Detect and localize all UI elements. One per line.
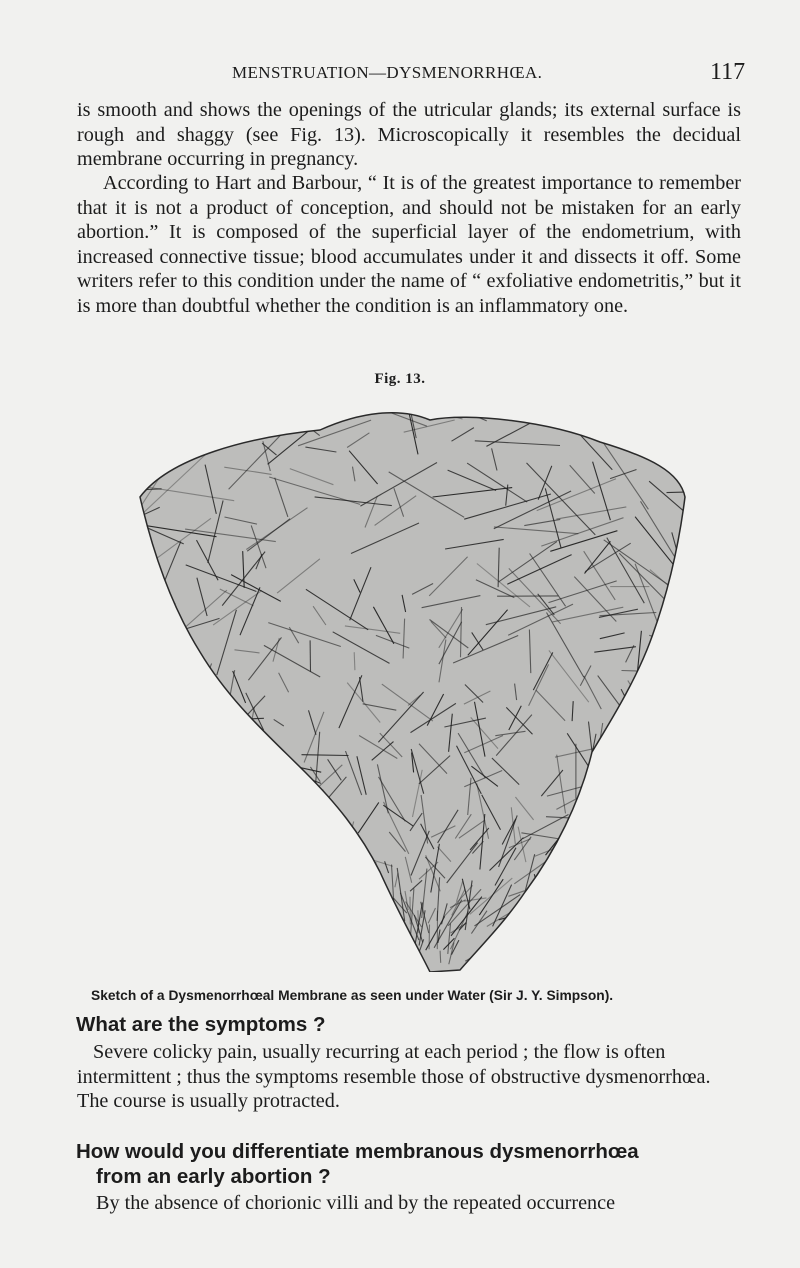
hatch-stroke [588,779,638,801]
hatch-stroke [271,795,274,823]
hatch-stroke [130,844,146,864]
hatch-stroke [264,750,269,791]
hatch-stroke [600,831,624,879]
figure-label: Fig. 13. [374,371,426,387]
hatch-stroke [676,906,691,915]
hatch-stroke [535,887,562,895]
hatch-stroke [563,837,581,854]
hatch-stroke [145,848,194,861]
hatch-stroke [219,831,229,881]
body-paragraph-1: is smooth and shows the openings of the utricular glands; its external surface is rough and shaggy (see Fig. 13). Microscopically it resembles the decidual membrane occurring in pregnancy. [77,99,741,171]
hatch-stroke [147,919,155,930]
hatch-stroke [190,796,203,812]
hatch-stroke [560,874,573,916]
hatch-stroke [678,757,690,773]
hatch-stroke [247,741,262,749]
hatch-stroke [130,521,133,528]
hatch-stroke [593,759,594,794]
hatch-stroke [160,670,183,696]
hatch-stroke [316,901,342,903]
hatch-stroke [408,944,412,955]
hatch-stroke [677,828,678,886]
hatch-stroke [190,965,204,972]
hatch-stroke [339,964,368,966]
figure-caption: Sketch of a Dysmenorrhœal Membrane as seen under Water (Sir J. Y. Simpson). [91,988,614,1003]
hatch-stroke [648,835,667,895]
hatch-stroke [627,969,678,972]
hatch-stroke [332,903,359,926]
hatch-stroke [542,960,561,972]
hatch-stroke [231,965,284,972]
hatch-stroke [152,821,162,884]
hatch-stroke [365,914,381,956]
hatch-stroke [254,949,284,965]
hatch-stroke [679,765,690,772]
hatch-stroke [292,854,295,892]
hatch-stroke [377,929,399,966]
hatch-stroke [633,919,656,943]
answer-paragraph-2: By the absence of chorionic villi and by the repeated occurrence [96,1192,616,1214]
hatch-stroke [681,794,690,817]
hatch-stroke [130,603,175,628]
hatch-stroke [194,770,231,780]
hatch-stroke [340,826,344,853]
hatch-stroke [676,597,690,671]
hatch-stroke [240,771,297,791]
hatch-stroke [168,904,172,928]
running-head: MENSTRUATION—DYSMENORRHŒA. [232,63,543,82]
hatch-stroke [621,689,648,742]
hatch-stroke [429,402,437,409]
hatch-stroke [514,922,537,923]
hatch-stroke [532,950,559,969]
hatch-stroke [674,754,679,783]
hatch-stroke [198,804,233,815]
hatch-stroke [618,819,642,825]
hatch-stroke [299,939,336,946]
hatch-stroke [493,925,530,961]
hatch-stroke [304,955,311,968]
hatch-stroke [244,961,260,965]
hatch-stroke [327,402,366,415]
hatch-stroke [283,916,319,947]
hatch-stroke [597,890,643,898]
hatch-stroke [329,923,362,966]
hatch-stroke [226,857,260,875]
question-2-line-2: from an early abortion ? [96,1165,331,1188]
hatch-stroke [346,858,377,863]
hatch-stroke [610,771,644,781]
hatch-stroke [318,821,320,840]
hatch-stroke [145,916,167,920]
hatch-stroke [163,756,183,769]
hatch-stroke [556,846,584,879]
hatch-stroke [194,917,231,935]
hatch-stroke [130,628,158,656]
hatch-stroke [336,904,338,934]
hatch-stroke [285,944,301,947]
hatch-stroke [130,771,162,790]
page-header [0,59,800,93]
hatch-stroke [686,581,690,584]
hatch-stroke [225,873,261,886]
hatch-stroke [352,918,353,934]
hatch-stroke [265,929,317,940]
hatch-stroke [636,783,646,797]
hatch-stroke [130,845,151,870]
hatch-stroke [130,936,157,944]
hatch-stroke [181,929,227,938]
hatch-stroke [130,678,147,684]
hatch-stroke [178,764,241,775]
hatch-stroke [234,762,270,780]
hatch-stroke [593,894,597,909]
hatch-stroke [278,945,291,966]
question-2-line-1: How would you differentiate membranous dysmenorrhœa [76,1140,639,1163]
hatch-stroke [587,768,632,772]
hatch-stroke [130,833,142,871]
hatch-stroke [161,963,190,968]
hatch-stroke [546,864,574,906]
hatch-stroke [130,859,136,883]
hatch-stroke [130,723,152,761]
question-heading-2 [76,1139,756,1189]
hatch-stroke [278,945,311,953]
hatch-stroke [135,689,139,740]
hatch-stroke [248,866,273,907]
hatch-stroke [574,868,582,894]
hatch-stroke [148,592,169,672]
hatch-stroke [181,712,185,780]
hatch-stroke [136,936,180,973]
hatch-stroke [143,723,176,741]
hatch-stroke [212,932,236,948]
hatch-stroke [682,723,690,748]
hatch-stroke [249,935,292,952]
hatch-stroke [369,909,396,956]
hatch-stroke [553,932,588,946]
hatch-stroke [675,856,681,898]
hatch-stroke [363,926,397,967]
hatch-stroke [152,875,154,900]
hatch-stroke [570,844,582,882]
hatch-stroke [230,774,257,800]
hatch-stroke [215,832,258,837]
hatch-stroke [271,937,309,956]
hatch-stroke [639,826,689,828]
hatch-stroke [262,902,290,945]
hatch-stroke [309,952,350,973]
hatch-stroke [330,970,356,972]
hatch-stroke [684,586,690,664]
hatch-stroke [595,782,603,826]
hatch-stroke [184,748,237,762]
hatch-stroke [147,922,170,964]
hatch-stroke [130,805,149,842]
hatch-stroke [190,850,244,862]
question-heading-1: What are the symptoms ? [76,1013,326,1036]
hatch-stroke [652,746,686,760]
hatch-stroke [495,950,501,960]
membrane-engraving [130,402,690,972]
hatch-stroke [130,733,151,772]
hatch-stroke [547,918,585,956]
hatch-stroke [133,678,200,691]
hatch-stroke [238,929,279,960]
hatch-stroke [649,635,690,647]
hatch-stroke [653,863,690,899]
hatch-stroke [602,914,626,935]
hatch-stroke [325,894,343,901]
membrane-illustration [130,402,690,972]
hatch-stroke [146,826,193,837]
hatch-stroke [354,936,385,969]
hatch-stroke [286,924,322,959]
hatch-stroke [315,891,344,925]
hatch-stroke [343,921,364,928]
hatch-stroke [204,664,212,685]
hatch-stroke [394,932,406,942]
hatch-stroke [130,919,135,959]
hatch-stroke [233,773,248,821]
hatch-stroke [348,914,380,941]
hatch-stroke [130,781,152,805]
hatch-stroke [193,923,217,945]
hatch-stroke [287,942,306,970]
hatch-stroke [622,892,653,939]
hatch-stroke [386,929,391,946]
hatch-stroke [543,932,565,937]
hatch-stroke [664,694,690,704]
hatch-stroke [130,662,138,743]
hatch-stroke [685,569,690,588]
hatch-stroke [208,961,239,969]
hatch-stroke [354,652,355,670]
hatch-stroke [183,831,215,860]
hatch-stroke [332,869,369,890]
hatch-stroke [288,871,315,917]
hatch-stroke [681,766,690,781]
hatch-stroke [509,965,530,972]
hatch-stroke [588,807,609,841]
hatch-stroke [252,904,289,948]
hatch-stroke [240,933,278,941]
hatch-stroke [364,891,387,917]
hatch-stroke [631,899,690,913]
hatch-stroke [141,774,204,780]
hatch-stroke [578,891,589,915]
hatch-stroke [628,681,645,709]
hatch-stroke [380,944,395,971]
hatch-stroke [586,852,636,856]
hatch-stroke [554,844,615,857]
hatch-stroke [260,752,269,778]
hatch-stroke [643,853,649,889]
hatch-stroke [276,891,322,895]
hatch-stroke [352,869,374,888]
hatch-stroke [260,902,302,928]
hatch-stroke [587,860,592,884]
hatch-stroke [292,891,296,924]
hatch-stroke [269,835,316,836]
hatch-stroke [200,804,216,821]
hatch-stroke [293,941,313,942]
hatch-stroke [281,934,313,965]
hatch-stroke [240,816,281,827]
hatch-stroke [130,908,141,944]
hatch-stroke [353,953,387,972]
hatch-stroke [619,807,623,862]
hatch-stroke [134,657,175,718]
hatch-stroke [342,846,353,869]
hatch-stroke [270,772,276,806]
body-paragraph-2: According to Hart and Barbour, “ It is of the greatest importance to remember that it is not a product of conception, and should not be mistaken for an early abortion.” It is composed of the superficial layer of the endometrium, with increased connective tissue; blood accumulates under it and dissects it off. Some writers refer to this condition under the name of “ exfoliative endometritis,” but it is more than doubtful whether the condition is an inflammatory one. [77,172,741,317]
hatch-stroke [640,966,669,971]
hatch-stroke [162,784,199,807]
hatch-stroke [248,888,279,894]
hatch-stroke [130,808,172,819]
hatch-stroke [543,951,558,963]
hatch-stroke [614,843,644,856]
hatch-stroke [219,808,255,835]
hatch-stroke [238,833,268,840]
hatch-stroke [234,783,278,798]
hatch-stroke [567,904,597,920]
hatch-stroke [222,809,240,841]
hatch-stroke [666,859,686,866]
hatch-stroke [607,873,633,891]
hatch-stroke [538,924,563,941]
hatch-stroke [241,814,276,818]
hatch-stroke [353,936,383,962]
hatch-stroke [346,822,354,851]
hatch-stroke [689,641,690,698]
hatch-stroke [588,940,627,972]
hatch-stroke [130,681,166,690]
hatch-stroke [636,815,677,836]
hatch-stroke [306,826,321,857]
hatch-stroke [289,827,298,862]
hatch-stroke [239,954,258,972]
hatch-stroke [686,720,690,754]
hatch-stroke [130,689,141,753]
hatch-stroke [134,782,135,805]
hatch-stroke [201,968,229,973]
hatch-stroke [651,809,690,820]
hatch-stroke [437,402,502,404]
hatch-stroke [358,896,371,933]
hatch-stroke [662,929,690,937]
hatch-stroke [130,563,145,583]
hatch-stroke [314,828,347,844]
hatch-stroke [258,924,281,941]
hatch-stroke [225,925,262,927]
hatch-stroke [130,441,162,468]
hatch-stroke [130,660,156,723]
answer-paragraph-1: Severe colicky pain, usually recurring at each period ; the flow is often intermittent ; thus the symptoms resemble those of obstructive dysmenorrhœa. The course is usually protracted. [77,1041,711,1113]
hatch-stroke [340,932,365,966]
hatch-stroke [268,882,303,910]
hatch-stroke [230,828,247,870]
hatch-stroke [506,918,514,946]
hatch-stroke [598,917,624,926]
hatch-stroke [366,931,376,939]
hatch-stroke [672,532,690,598]
hatch-stroke [204,778,238,780]
hatch-stroke [598,951,618,952]
hatch-stroke [324,971,347,972]
hatch-stroke [636,784,684,788]
hatch-stroke [224,882,277,884]
hatch-stroke [183,867,210,904]
hatch-stroke [322,937,370,954]
hatch-stroke [652,707,661,770]
hatch-stroke [532,874,554,906]
hatch-stroke [334,912,354,915]
hatch-stroke [288,950,316,966]
hatch-stroke [550,965,568,969]
hatch-stroke [677,727,691,784]
hatch-stroke [676,894,690,921]
hatch-stroke [469,963,493,972]
hatch-stroke [323,883,355,924]
hatch-stroke [284,942,312,943]
hatch-stroke [303,946,339,957]
hatch-stroke [440,951,441,963]
page-number: 117 [710,59,746,85]
hatch-stroke [642,965,684,966]
hatch-stroke [357,898,373,902]
hatch-stroke [200,902,220,908]
hatch-stroke [339,888,372,915]
hatch-stroke [262,970,287,972]
hatch-stroke [371,932,392,955]
hatch-stroke [130,735,145,758]
hatch-stroke [676,823,688,860]
hatch-stroke [552,929,580,947]
hatch-stroke [385,943,394,963]
hatch-stroke [215,897,271,901]
hatch-stroke [153,717,168,782]
hatch-stroke [639,894,650,922]
hatch-stroke [313,951,362,965]
hatch-stroke [652,886,663,933]
hatch-stroke [196,403,305,427]
hatch-stroke [634,739,646,796]
